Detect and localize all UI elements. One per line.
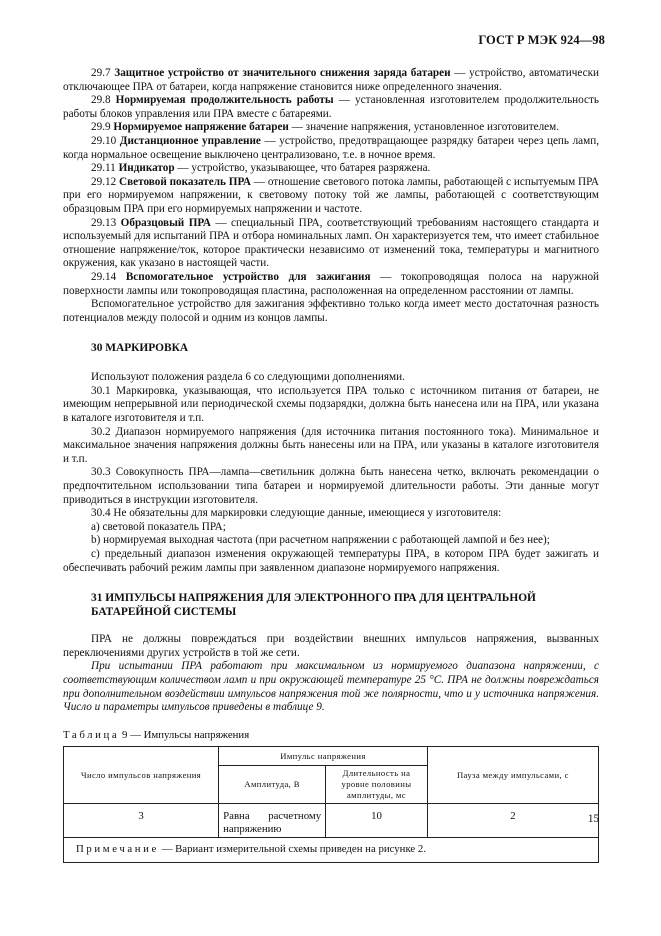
term: Дистанционное управление bbox=[119, 134, 261, 147]
cell-amplitude: Равна расчетному напряжению bbox=[219, 804, 326, 838]
page-number: 15 bbox=[587, 813, 599, 825]
definition-29-7 bbox=[63, 67, 599, 94]
term: Индикатор bbox=[118, 162, 175, 175]
term: Нормируемое напряжение батареи bbox=[113, 121, 289, 134]
note-text: — Вариант измерительной схемы приведен на рисунке 2. bbox=[158, 843, 427, 856]
table-caption-title: 9 — Импульсы напряжения bbox=[119, 728, 250, 741]
definition-text: — токопроводящая полоса на наружной поверхности лампы или токопроводящая пластина, расположенная на определенном расстоянии от лампы. bbox=[63, 270, 600, 297]
definition-29-11 bbox=[63, 162, 599, 176]
term: Защитное устройство от значительного снижения заряда батареи bbox=[114, 67, 451, 79]
clause-number: 29.10 bbox=[91, 134, 117, 147]
definition-29-14 bbox=[63, 271, 599, 298]
clause-number: 29.13 bbox=[91, 216, 117, 229]
term: Образцовый ПРА bbox=[120, 216, 211, 229]
definition-text: — значение напряжения, установленное изготовителем. bbox=[288, 121, 560, 134]
definition-text: — установленная изготовителем продолжительность работы блоков управления или ПРА вместе с батареями. bbox=[63, 94, 599, 120]
term: Вспомогательное устройство для зажигания bbox=[125, 270, 371, 283]
definition-29-12 bbox=[63, 176, 599, 217]
cell-count: 3 bbox=[64, 804, 219, 838]
clause-30-3: 30.3 Совокупность ПРА—лампа—светильник должна быть нанесена четко, включать рекомендации о предпочтительном использовании типа батареи и нормируемой длительности работы. Эти данные могут приводиться в инструкции изготовителя. bbox=[63, 466, 599, 506]
list-item-b: b) нормируемая выходная частота (при расчетном напряжении с работающей лампой и без нее); bbox=[91, 534, 550, 547]
clause-number: 29.12 bbox=[91, 175, 117, 188]
clause-30-1: 30.1 Маркировка, указывающая, что используется ПРА только с источником питания от батареи, не имеющим непрерывной или периодической схемы подзарядки, должна быть нанесена или на ПРА, или указана в каталоге изготовителя и т.п. bbox=[63, 384, 599, 425]
section-31-heading-line1: 31 ИМПУЛЬСЫ НАПРЯЖЕНИЯ ДЛЯ ЭЛЕКТРОННОГО ПРА ДЛЯ ЦЕНТРАЛЬНОЙ bbox=[91, 592, 536, 605]
cell-pause: 2 bbox=[427, 804, 598, 838]
section-31-heading bbox=[63, 591, 599, 619]
section-31-paragraph-2: При испытании ПРА работают при максимальном из нормируемого диапазона напряжении, с соответствующим количеством ламп и при окружающей температуре 25 °С. ПРА не должны повреждаться при дополнительном воздействии импульсов напряжения той же полярности, что и у источника напряжения. Число и параметры импульсов приведены в таблице 9. bbox=[63, 660, 599, 714]
header-pulse-count: Число импульсов напряжения bbox=[64, 747, 219, 804]
clause-number: 29.11 bbox=[91, 162, 116, 175]
clause-number: 29.7 bbox=[91, 67, 111, 79]
definition-29-9 bbox=[63, 121, 599, 135]
definition-text: — устройство, автоматически отключающее ПРА от батареи, когда напряжение становится ниже определенного значения. bbox=[63, 67, 599, 93]
section-30-body bbox=[63, 371, 599, 575]
section-30-intro: Используют положения раздела 6 со следующими дополнениями. bbox=[91, 371, 405, 384]
list-item-c: c) предельный диапазон изменения окружающей температуры ПРА, в котором ПРА будет зажигать и обеспечивать рабочий режим лампы при заявленном диапазоне нормируемого напряжения. bbox=[63, 548, 599, 574]
table-header-row-1 bbox=[64, 747, 599, 766]
header-duration: Длительность на уровне половины амплитуды, мс bbox=[326, 766, 428, 804]
clause-number: 29.8 bbox=[91, 94, 111, 107]
note-word: Примечание bbox=[76, 843, 159, 856]
clause-number: 29.9 bbox=[91, 121, 111, 134]
definitions-block bbox=[63, 67, 599, 325]
term: Нормируемая продолжительность работы bbox=[115, 94, 334, 107]
definition-text: — устройство, указывающее, что батарея разряжена. bbox=[174, 162, 431, 175]
table-caption bbox=[63, 729, 599, 743]
table-caption-word: Таблица bbox=[63, 728, 120, 741]
clause-30-2: 30.2 Диапазон нормируемого напряжения (для источника питания постоянного тока). Минимальное и максимальное значения напряжения должны быть нанесены или на ПРА, или указаны в каталоге изготовителя и т.п. bbox=[63, 425, 599, 465]
section-31-heading-line2: БАТАРЕЙНОЙ СИСТЕМЫ bbox=[91, 606, 237, 619]
definition-text: — специальный ПРА, соответствующий требованиям настоящего стандарта и используемый для испытаний ПРА и отбора номинальных ламп. Он характеризуется тем, что имеет стабильное отношение напряжение/ток, которое практически независимо от изменений тока, температуры и магнитного окружения, как указано в настоящей части. bbox=[63, 216, 600, 270]
list-item-a: а) световой показатель ПРА; bbox=[91, 520, 226, 533]
document-code: ГОСТ Р МЭК 924—98 bbox=[478, 33, 605, 47]
definition-29-10 bbox=[63, 135, 599, 162]
definition-text: — отношение светового потока лампы, работающей с испытуемым ПРА при его нормируемом напряжении, к световому потоку той же лампы, работающей с соответствующим образцовым ПРА при его нормируемых напряжении и частоте. bbox=[63, 175, 599, 215]
term: Световой показатель ПРА bbox=[119, 175, 251, 188]
header-pause: Пауза между импульсами, с bbox=[427, 747, 598, 804]
definition-note: Вспомогательное устройство для зажигания эффективно только когда имеет место достаточная разность потенциалов между полосой и одним из концов лампы. bbox=[63, 298, 599, 324]
definition-text: — устройство, предотвращающее разрядку батареи через цепь ламп, когда нормальное освещение выключено централизовано, т.е. в ночное время. bbox=[63, 134, 600, 161]
clause-number: 29.14 bbox=[91, 270, 117, 283]
clause-30-4: 30.4 Не обязательны для маркировки следующие данные, имеющиеся у изготовителя: bbox=[91, 507, 502, 520]
definition-29-13 bbox=[63, 217, 599, 271]
table-note-row bbox=[64, 838, 599, 863]
section-30-heading: 30 МАРКИРОВКА bbox=[91, 342, 189, 355]
pulses-table bbox=[63, 746, 599, 863]
page-body bbox=[63, 67, 599, 863]
section-31-paragraph-1: ПРА не должны повреждаться при воздействии внешних импульсов напряжения, вызванных переключениями других устройств в той же сети. bbox=[63, 633, 599, 659]
table-note bbox=[64, 838, 599, 863]
header-amplitude: Амплитуда, В bbox=[219, 766, 326, 804]
section-31-body bbox=[63, 633, 599, 715]
header-pulse: Импульс напряжения bbox=[219, 747, 428, 766]
definition-29-8 bbox=[63, 94, 599, 121]
table-row bbox=[64, 804, 599, 838]
cell-duration: 10 bbox=[326, 804, 428, 838]
